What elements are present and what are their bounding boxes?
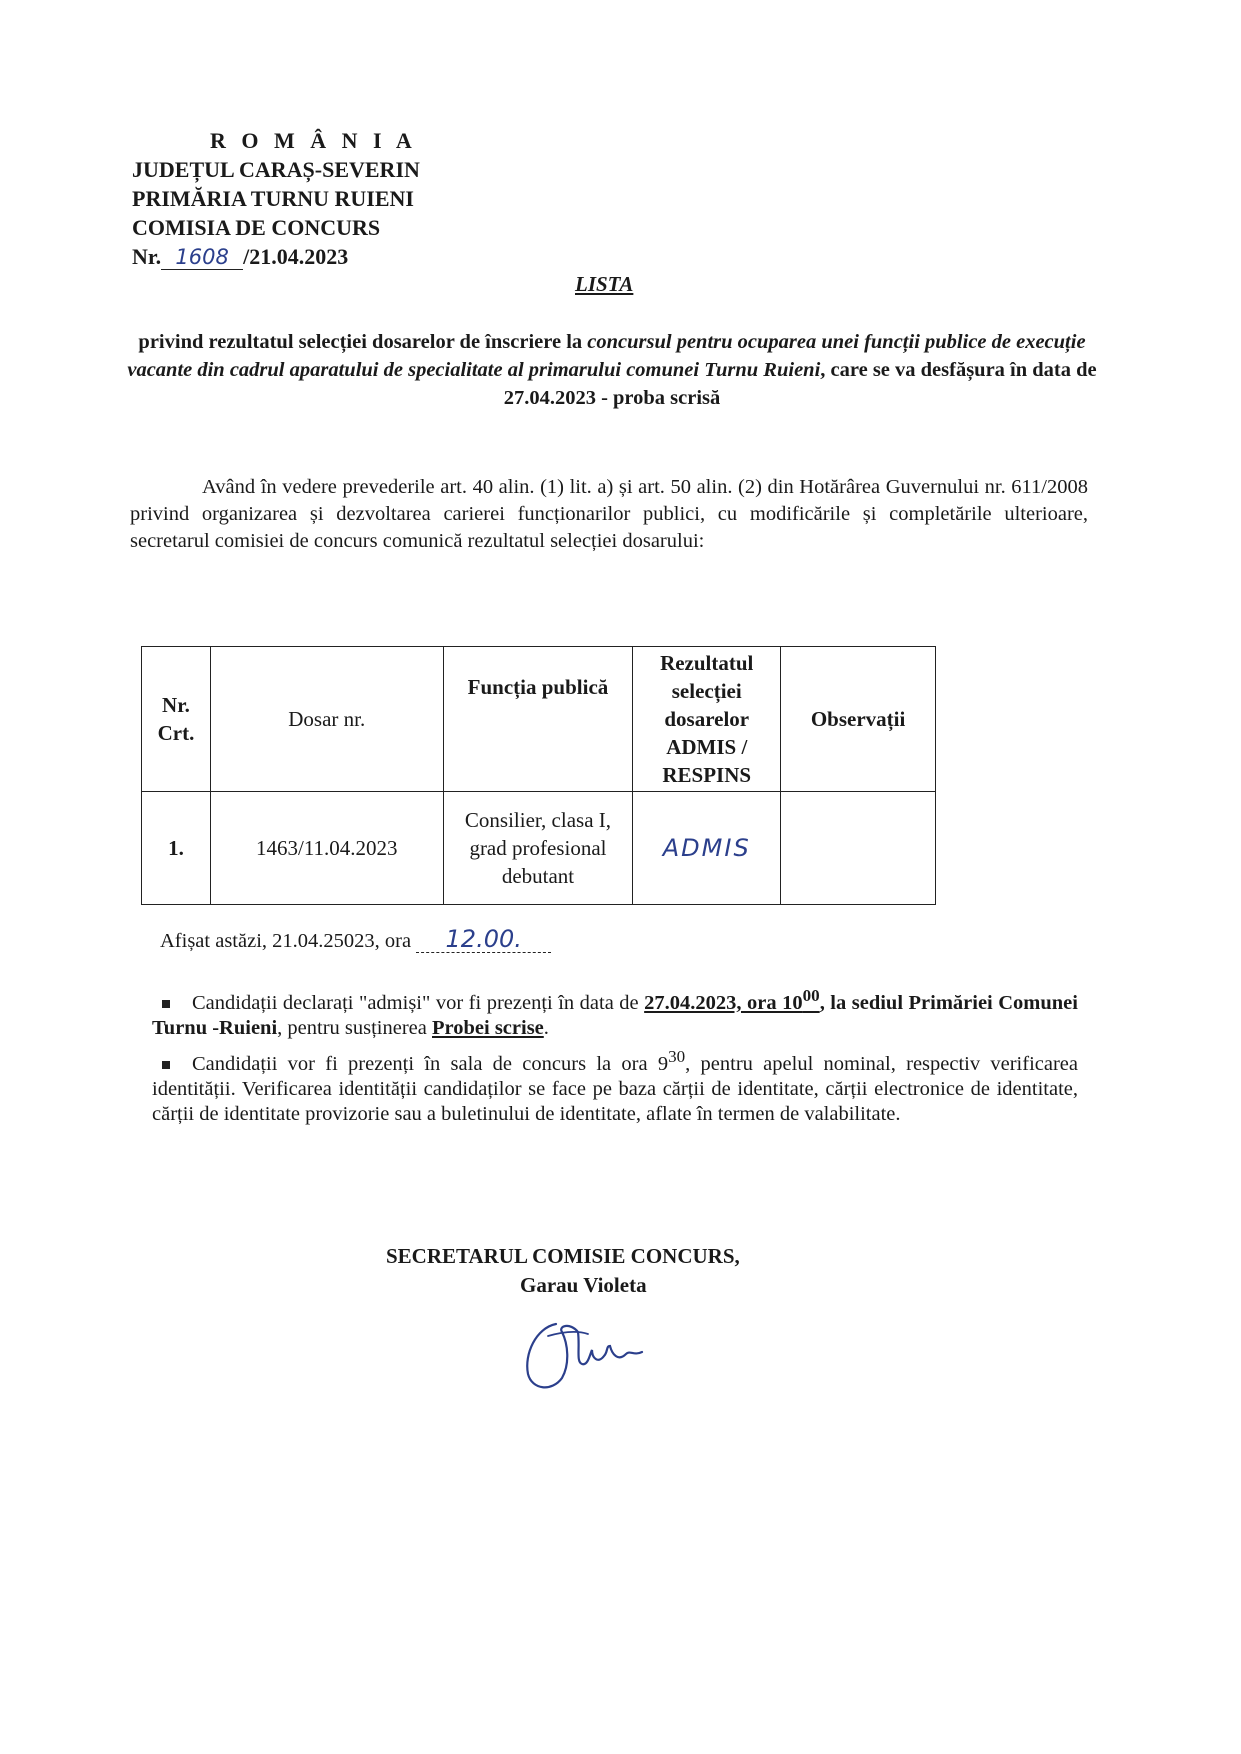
cell-dosar: 1463/11.04.2023: [210, 792, 443, 905]
table-header-row: [142, 647, 936, 792]
cell-functia: Consilier, clasa I, grad profesional debutant: [443, 792, 633, 905]
posted-label: Afișat astăzi, 21.04.25023, ora: [160, 930, 412, 952]
handwritten-signature-icon: [518, 1306, 648, 1396]
header-dosar: Dosar nr.: [210, 647, 443, 792]
intro-paragraph: Având în vedere prevederile art. 40 alin. (1) lit. a) și art. 50 alin. (2) din Hotărârea Guvernului nr. 611/2008 privind organizarea și dezvoltarea carierei funcționarilor publici, cu modificările și completările ulterioare, secretarul comisiei de concurs comunică rezultatul selecției dosarului:: [130, 476, 1088, 552]
header-observatii: Observații: [781, 647, 936, 792]
bullet-icon: [162, 1061, 170, 1069]
document-header: [132, 126, 420, 271]
reg-date: /21.04.2023: [243, 244, 349, 269]
bullet-icon: [162, 1000, 170, 1008]
note-item-2: Candidații vor fi prezenți în sala de concurs la ora $9^{30}$, pentru apelul nominal, respectiv verificarea identității. Verificarea identității candidaților se face pe baza cărții de identitate, cărții electronice de identitate, cărții de identitate provizorie sau a buletinului de identitate, aflate în termen de valabilitate.: [152, 1046, 1078, 1125]
header-functia: Funcția publică: [443, 647, 633, 792]
page-title: LISTA: [575, 272, 634, 296]
country-line: R O M Â N I A: [210, 128, 417, 153]
posted-time-handwritten: 12.00.: [416, 926, 551, 953]
exam-location: , la sediul Primăriei Comunei Turnu -Ruieni: [152, 991, 1078, 1039]
exam-date: 27.04.2023, ora $10^{00}$: [644, 986, 820, 1014]
signature-block: [386, 1242, 740, 1300]
posted-line: [160, 926, 551, 953]
reg-prefix: Nr.: [132, 244, 162, 269]
signature-name: Garau Violeta: [520, 1273, 647, 1297]
cell-nr: 1.: [142, 792, 211, 905]
results-table: [141, 646, 936, 905]
header-nr: Nr. Crt.: [142, 647, 211, 792]
cell-observatii: [781, 792, 936, 905]
subject-part-2: concursul pentru ocuparea unei funcții publice de execuție vacante din cadrul aparatului de specialitate al primarului comunei Turnu Ruieni: [127, 331, 1086, 381]
cell-rezultat-handwritten: ADMIS: [633, 792, 781, 905]
registration-number: [132, 242, 420, 271]
note-item-1: Candidații declarați "admiși" vor fi prezenți în data de 27.04.2023, ora $10^{00}$, la sediul Primăriei Comunei Turnu -Ruieni, pentru susținerea Probei scrise.: [152, 986, 1078, 1039]
header-rezultat: Rezultatul selecției dosarelor ADMIS / RESPINS: [633, 647, 781, 792]
signature-role: SECRETARUL COMISIE CONCURS,: [386, 1244, 740, 1268]
subject-part-1: privind rezultatul selecției dosarelor de înscriere la: [138, 331, 588, 353]
table-row: [142, 792, 936, 905]
document-subject: [126, 328, 1098, 412]
commission-line: COMISIA DE CONCURS: [132, 215, 381, 240]
reg-number-handwritten: 1608: [161, 245, 243, 270]
notes-list: [152, 983, 1078, 1130]
subject-part-3: , care se va desfășura în data de 27.04.2023 - proba scrisă: [503, 359, 1097, 409]
county-line: JUDEȚUL CARAȘ-SEVERIN: [132, 157, 420, 182]
institution-line: PRIMĂRIA TURNU RUIENI: [132, 186, 414, 211]
exam-type: Probei scrise: [432, 1016, 544, 1039]
